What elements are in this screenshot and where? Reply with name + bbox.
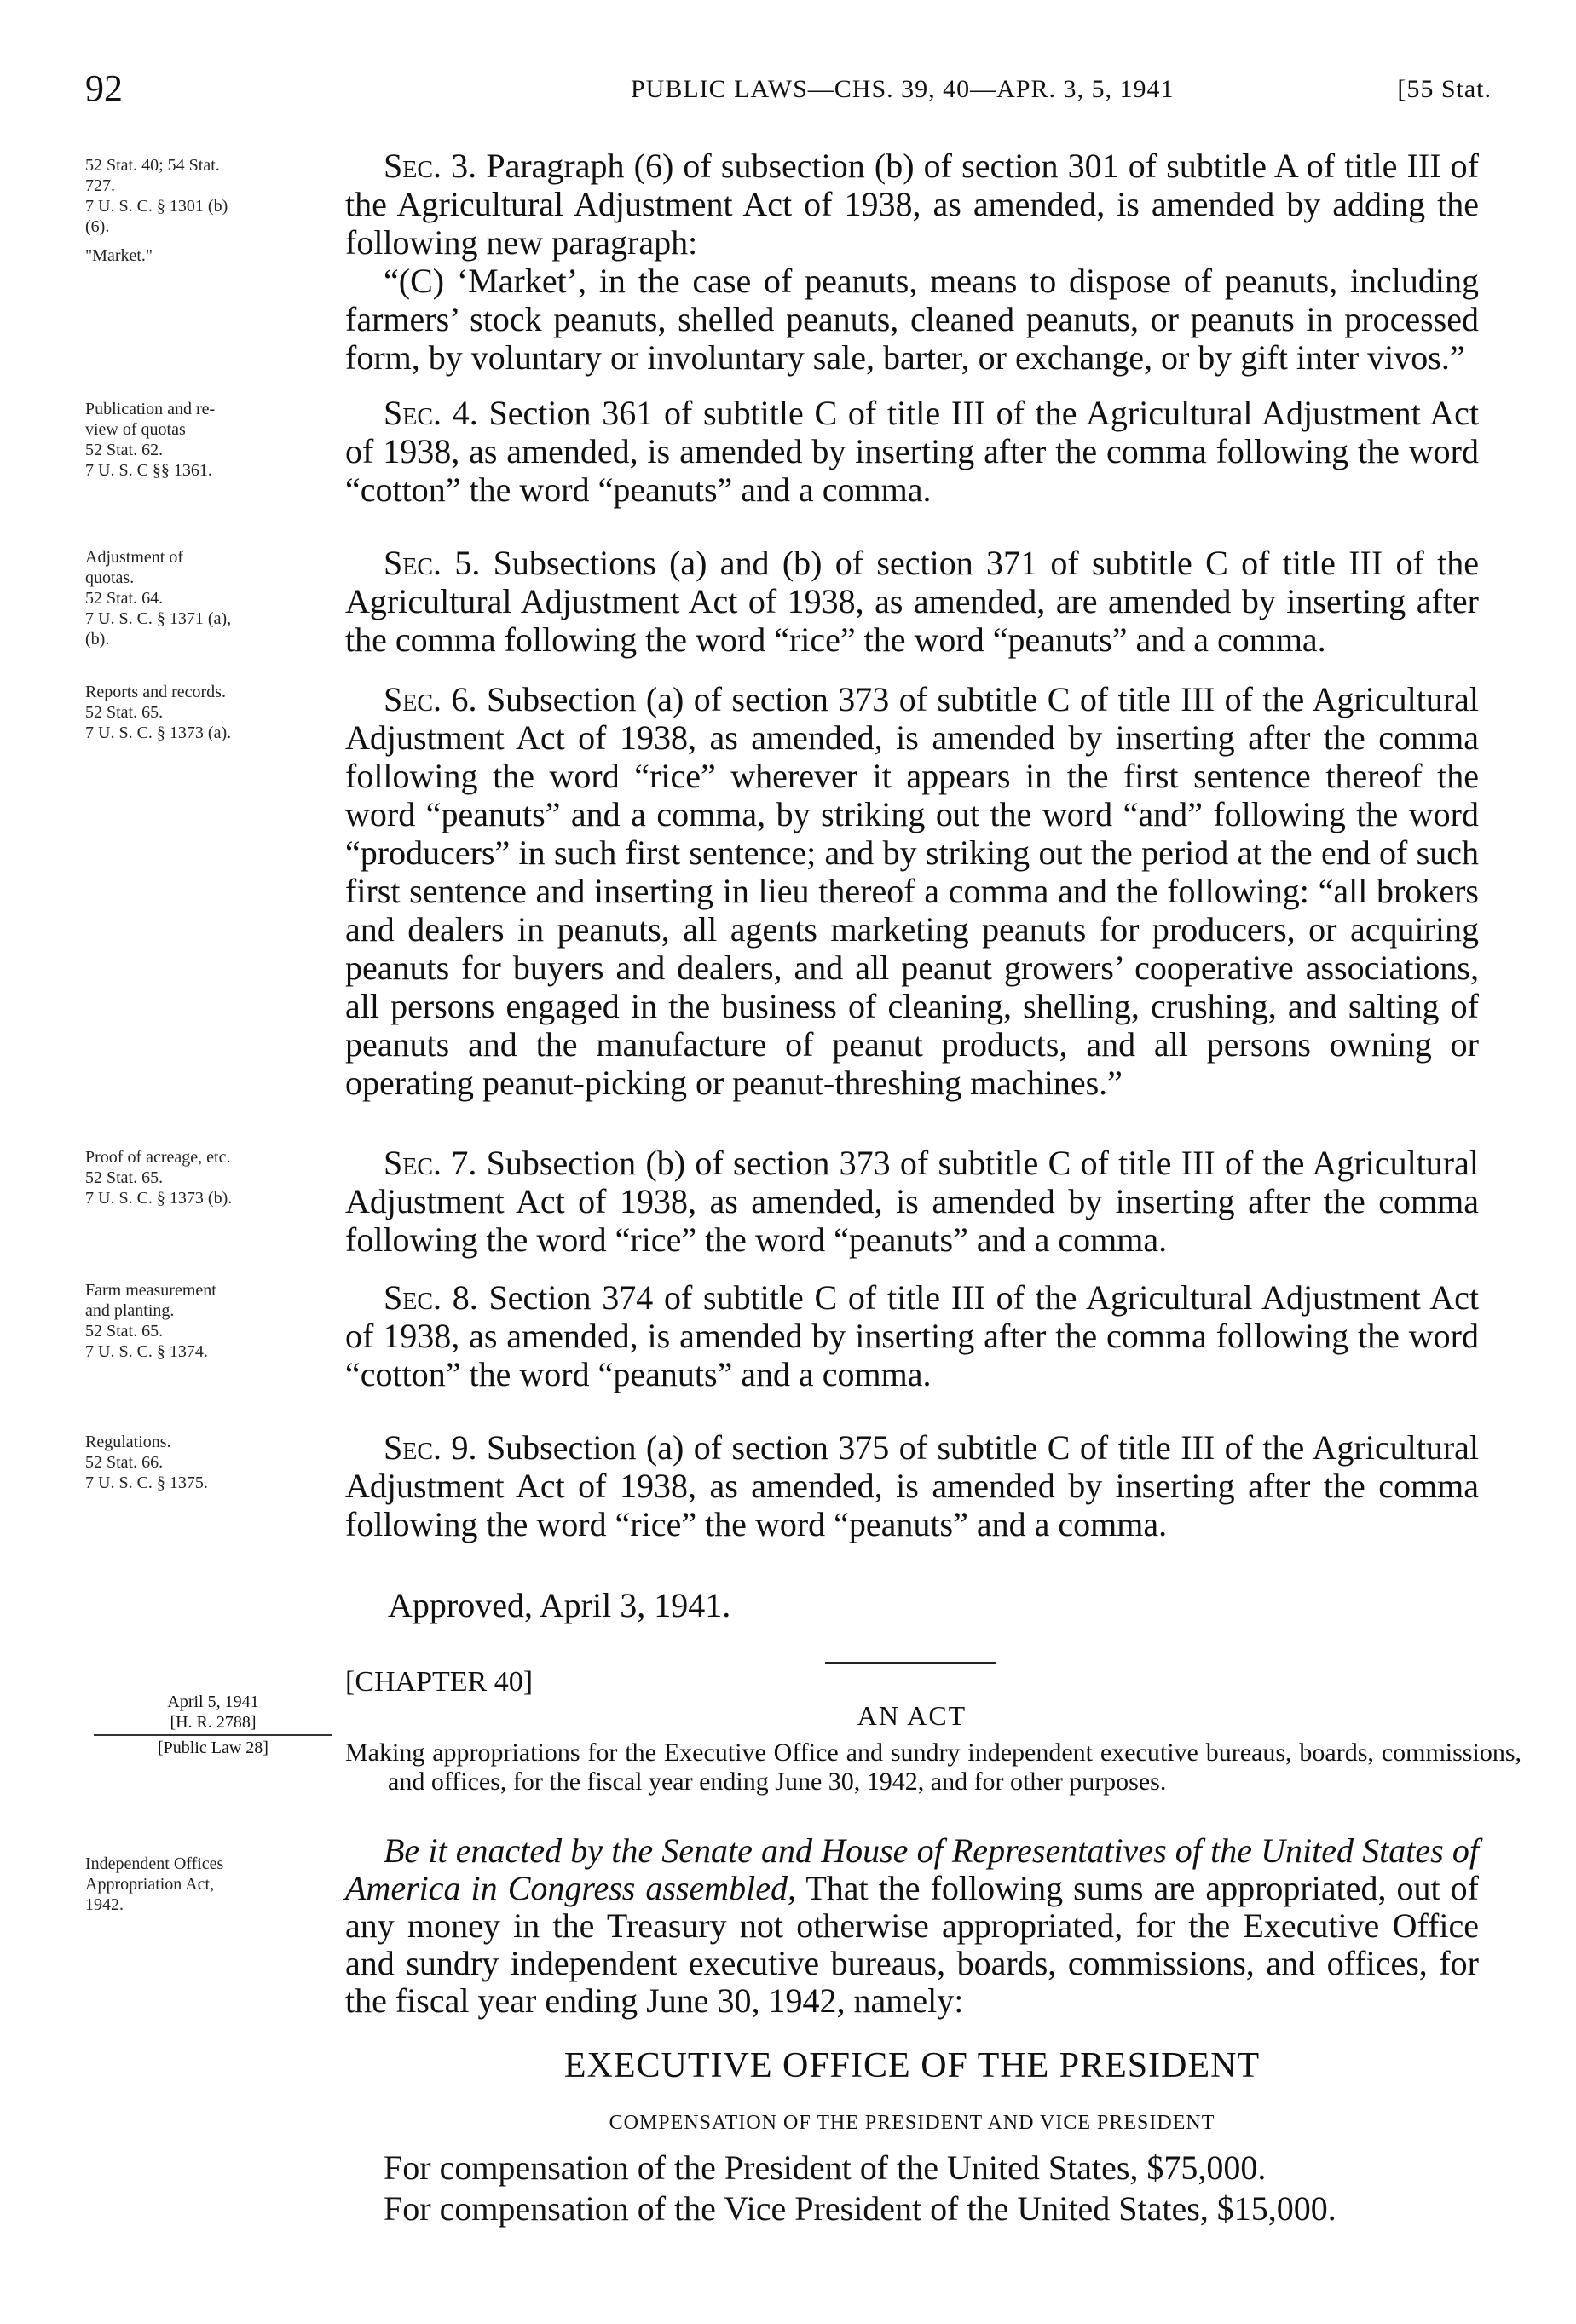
section-text: Subsection (a) of section 373 of subtitle C of title III of the Agricultural Adjustment Act of 1938, as amended, is amended by inserting after the comma following the word “rice” wherever it appears in the first sentence thereof the word “peanuts” and a comma, by striking out the word “and” following the word “producers” in such first sentence; and by striking out the period at the end of such first sentence and inserting in lieu thereof a comma and the following: “all brokers and dealers in peanuts, all agents marketing peanuts for producers, or acquiring peanuts for buyers and dealers, and all peanut growers’ cooperative associations, all persons engaged in the business of cleaning, shelling, crushing, and salting of peanuts and the manufacture of peanut products, and all persons owning or operating peanut-picking or peanut-threshing machines.” xyxy=(345,680,1480,1102)
section-text: Section 374 of subtitle C of title III of the Agricultural Adjustment Act of 1938, as amended, is amended by inserting after the comma following the word “cotton” the word “peanuts” and a comma. xyxy=(345,1278,1479,1393)
margin-note-proof: Proof of acreage, etc. 52 Stat. 65. 7 U. S. C. § 1373 (b). xyxy=(85,1148,233,1208)
page-number: 92 xyxy=(85,67,123,109)
bill-number: [H. R. 2788] xyxy=(170,1713,257,1732)
section-4 xyxy=(345,394,1479,509)
section-text: Section 361 of subtitle C of title III of the Agricultural Adjustment Act of 1938, as amended, is amended by inserting after the comma following the word “cotton” the word “peanuts” and a comma. xyxy=(345,394,1479,509)
divider xyxy=(94,1734,332,1736)
section-label: Sec. 4. xyxy=(384,394,478,432)
appropriation-item: For compensation of the Vice President of the United States, $15,000. xyxy=(384,2189,1336,2228)
section-label: Sec. 6. xyxy=(384,680,477,718)
section-text: Subsection (a) of section 375 of subtitle C of title III of the Agricultural Adjustment Act of 1938, as amended, is amended by inserting after the comma following the word “rice” the word “peanuts” and a comma. xyxy=(345,1428,1480,1543)
section-label: Sec. 9. xyxy=(384,1428,477,1467)
running-title: PUBLIC LAWS—CHS. 39, 40—APR. 3, 5, 1941 xyxy=(631,75,1175,103)
margin-note-publication: Publication and re- view of quotas 52 Stat. 62. 7 U. S. C §§ 1361. xyxy=(85,400,216,480)
margin-note-adjustment: Adjustment of quotas. 52 Stat. 64. 7 U. S. C. § 1371 (a), (b). xyxy=(85,548,232,649)
act-title: AN ACT xyxy=(857,1700,967,1731)
volume-reference: [55 Stat. xyxy=(1397,75,1492,103)
chapter-label: [CHAPTER 40] xyxy=(345,1666,534,1698)
act-rule xyxy=(825,1662,996,1664)
enacting-clause xyxy=(345,1832,1479,2020)
section-label: Sec. 5. xyxy=(384,544,481,582)
section-label: Sec. 7. xyxy=(384,1144,477,1182)
section-5 xyxy=(345,544,1479,659)
public-law-number: [Public Law 28] xyxy=(158,1739,268,1757)
section-3 xyxy=(345,147,1479,377)
act-date: April 5, 1941 xyxy=(167,1693,259,1711)
act-description: Making appropriations for the Executive Office and sundry independent executive bureaus, boards, commissions, and offices, for the fiscal year ending June 30, 1942, and for other purposes. xyxy=(345,1739,1521,1796)
section-8 xyxy=(345,1278,1479,1393)
public-law-reference xyxy=(85,1692,341,1758)
margin-note-citation: 52 Stat. 40; 54 Stat. 727. 7 U. S. C. § 1301 (b) (6). xyxy=(85,156,228,236)
section-label: Sec. 8. xyxy=(384,1278,478,1317)
approval-line: Approved, April 3, 1941. xyxy=(388,1586,731,1624)
section-label: Sec. 3. xyxy=(384,147,477,185)
section-heading: EXECUTIVE OFFICE OF THE PRESIDENT xyxy=(563,2046,1261,2085)
margin-note-market: "Market." xyxy=(85,246,153,265)
section-text: Paragraph (6) of subsection (b) of section 301 of subtitle A of title III of the Agricultural Adjustment Act of 1938, as amended, is amended by adding the following new paragraph: xyxy=(345,147,1479,262)
appropriation-item: For compensation of the President of the United States, $75,000. xyxy=(384,2148,1267,2187)
margin-note-regulations: Regulations. 52 Stat. 66. 7 U. S. C. § 1375. xyxy=(85,1433,208,1492)
section-7 xyxy=(345,1144,1479,1259)
margin-note-farm: Farm measurement and planting. 52 Stat. 65. 7 U. S. C. § 1374. xyxy=(85,1281,216,1361)
subheading: COMPENSATION OF THE PRESIDENT AND VICE PRESIDENT xyxy=(609,2112,1215,2134)
margin-note-independent-offices: Independent Offices Appropriation Act, 1942. xyxy=(85,1854,224,1914)
section-6 xyxy=(345,680,1479,1102)
enacting-formula: Be it enacted by the Senate and House of Representatives of the United States of America in Congress assembled, xyxy=(345,1831,1479,1907)
page-header xyxy=(85,66,1492,118)
enacting-text: That the following sums are appropriated, out of any money in the Treasury not otherwise appropriated, for the Executive Office and sundry independent executive bureaus, boards, commissions, and offices, for the fiscal year ending June 30, 1942, namely: xyxy=(345,1869,1479,2020)
section-text: “(C) ‘Market’, in the case of peanuts, means to dispose of peanuts, including farmers’ stock peanuts, shelled peanuts, cleaned peanuts, or peanuts in processed form, by voluntary or involuntary sale, barter, or exchange, or by gift inter vivos.” xyxy=(345,262,1479,377)
margin-note-reports: Reports and records. 52 Stat. 65. 7 U. S. C. § 1373 (a). xyxy=(85,683,232,742)
section-text: Subsections (a) and (b) of section 371 of subtitle C of title III of the Agricultural Adjustment Act of 1938, as amended, are amended by inserting after the comma following the word “rice” the word “peanuts” and a comma. xyxy=(345,544,1479,659)
section-9 xyxy=(345,1428,1479,1543)
section-text: Subsection (b) of section 373 of subtitle C of title III of the Agricultural Adjustment Act of 1938, as amended, is amended by inserting after the comma following the word “rice” the word “peanuts” and a comma. xyxy=(345,1144,1479,1259)
